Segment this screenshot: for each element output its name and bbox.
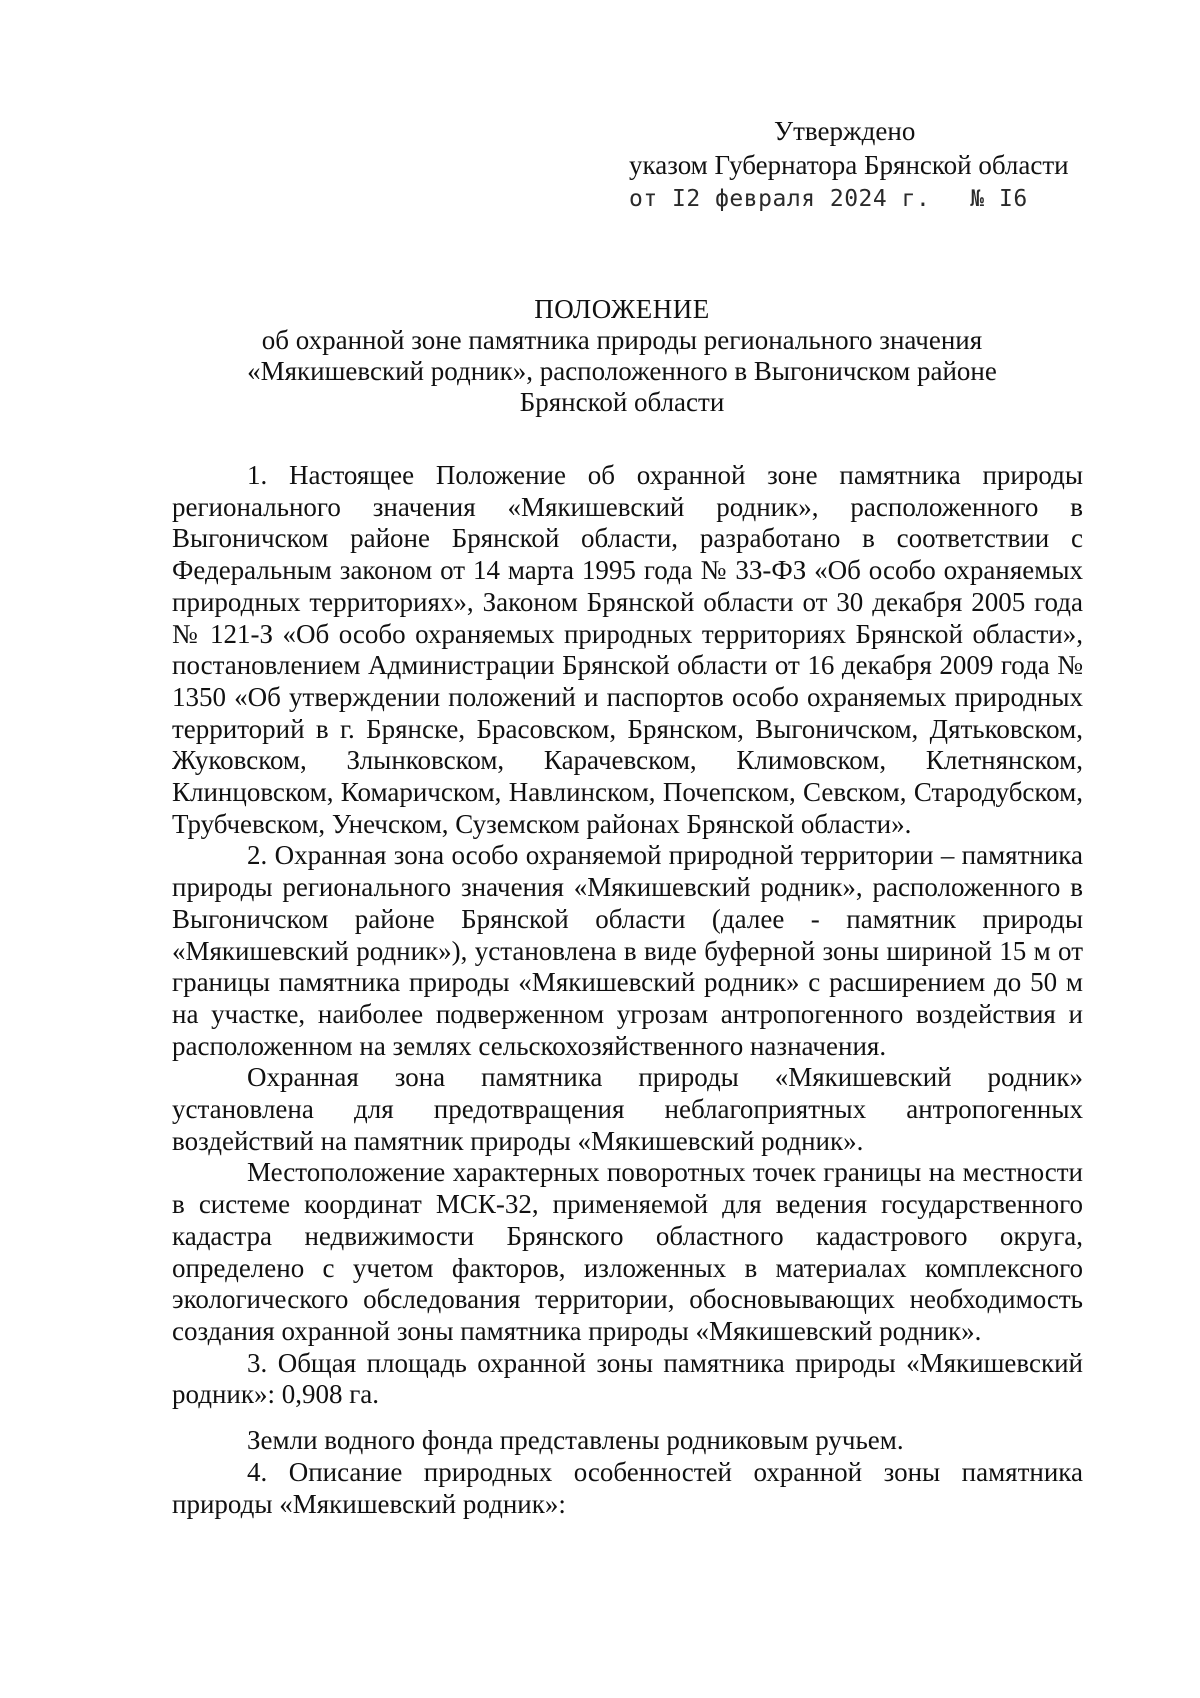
document-subtitle-line-2: «Мякишевский родник», расположенного в Выгоничском районе [247, 356, 997, 386]
paragraph-3: Охранная зона памятника природы «Мякишевский родник» установлена для предотвращения неблагоприятных антропогенных воздействий на памятник природы «Мякишевский родник». [172, 1062, 1083, 1156]
approval-line-date [629, 182, 1069, 216]
paragraph-5: 3. Общая площадь охранной зоны памятника природы «Мякишевский родник»: 0,908 га. [172, 1347, 1083, 1410]
document-subtitle-line-1: об охранной зоне памятника природы регионального значения [261, 325, 983, 355]
approval-stamp [629, 114, 1069, 216]
paragraph-7: 4. Описание природных особенностей охранной зоны памятника природы «Мякишевский родник»: [172, 1456, 1083, 1519]
approval-line-approved: Утверждено [774, 116, 916, 146]
approval-line-decree: указом Губернатора Брянской области [629, 150, 1069, 180]
document-body [172, 460, 1083, 1520]
approval-number: № I6 [970, 186, 1028, 212]
paragraph-4: Местоположение характерных поворотных точек границы на местности в системе координат МСК-32, применяемой для ведения государственного кадастра недвижимости Брянского областного кадастрового округа, определено с учетом факторов, изложенных в материалах комплексного экологического обследования территории, обосновывающих необходимость создания охранной зоны памятника природы «Мякишевский родник». [172, 1157, 1083, 1346]
document-heading [172, 294, 1072, 418]
document-subtitle-line-3: Брянской области [519, 387, 725, 417]
document-title: ПОЛОЖЕНИЕ [534, 294, 710, 324]
paragraph-1: 1. Настоящее Положение об охранной зоне памятника природы регионального значения «Мякишевский родник», расположенного в Выгоничском районе Брянской области, разработано в соответствии с Федеральным законом от 14 марта 1995 года № 33-ФЗ «Об особо охраняемых природных территориях», Законом Брянской области от 30 декабря 2005 года № 121-З «Об особо охраняемых природных территориях Брянской области», постановлением Администрации Брянской области от 16 декабря 2009 года № 1350 «Об утверждении положений и паспортов особо охраняемых природных территорий в г. Брянске, Брасовском, Брянском, Выгоничском, Дятьковском, Жуковском, Злынковском, Карачевском, Климовском, Клетнянском, Клинцовском, Комаричском, Навлинском, Почепском, Севском, Стародубском, Трубчевском, Унечском, Суземском районах Брянской области». [172, 460, 1083, 839]
approval-date: от I2 февраля 2024 г. [629, 186, 931, 212]
paragraph-2: 2. Охранная зона особо охраняемой природной территории – памятника природы регионального значения «Мякишевский родник», расположенного в Выгоничском районе Брянской области (далее - памятник природы «Мякишевский родник»), установлена в виде буферной зоны шириной 15 м от границы памятника природы «Мякишевский родник» с расширением до 50 м на участке, наиболее подверженном угрозам антропогенного воздействия и расположенном на землях сельскохозяйственного назначения. [172, 840, 1083, 1061]
paragraph-6: Земли водного фонда представлены родниковым ручьем. [247, 1425, 904, 1456]
